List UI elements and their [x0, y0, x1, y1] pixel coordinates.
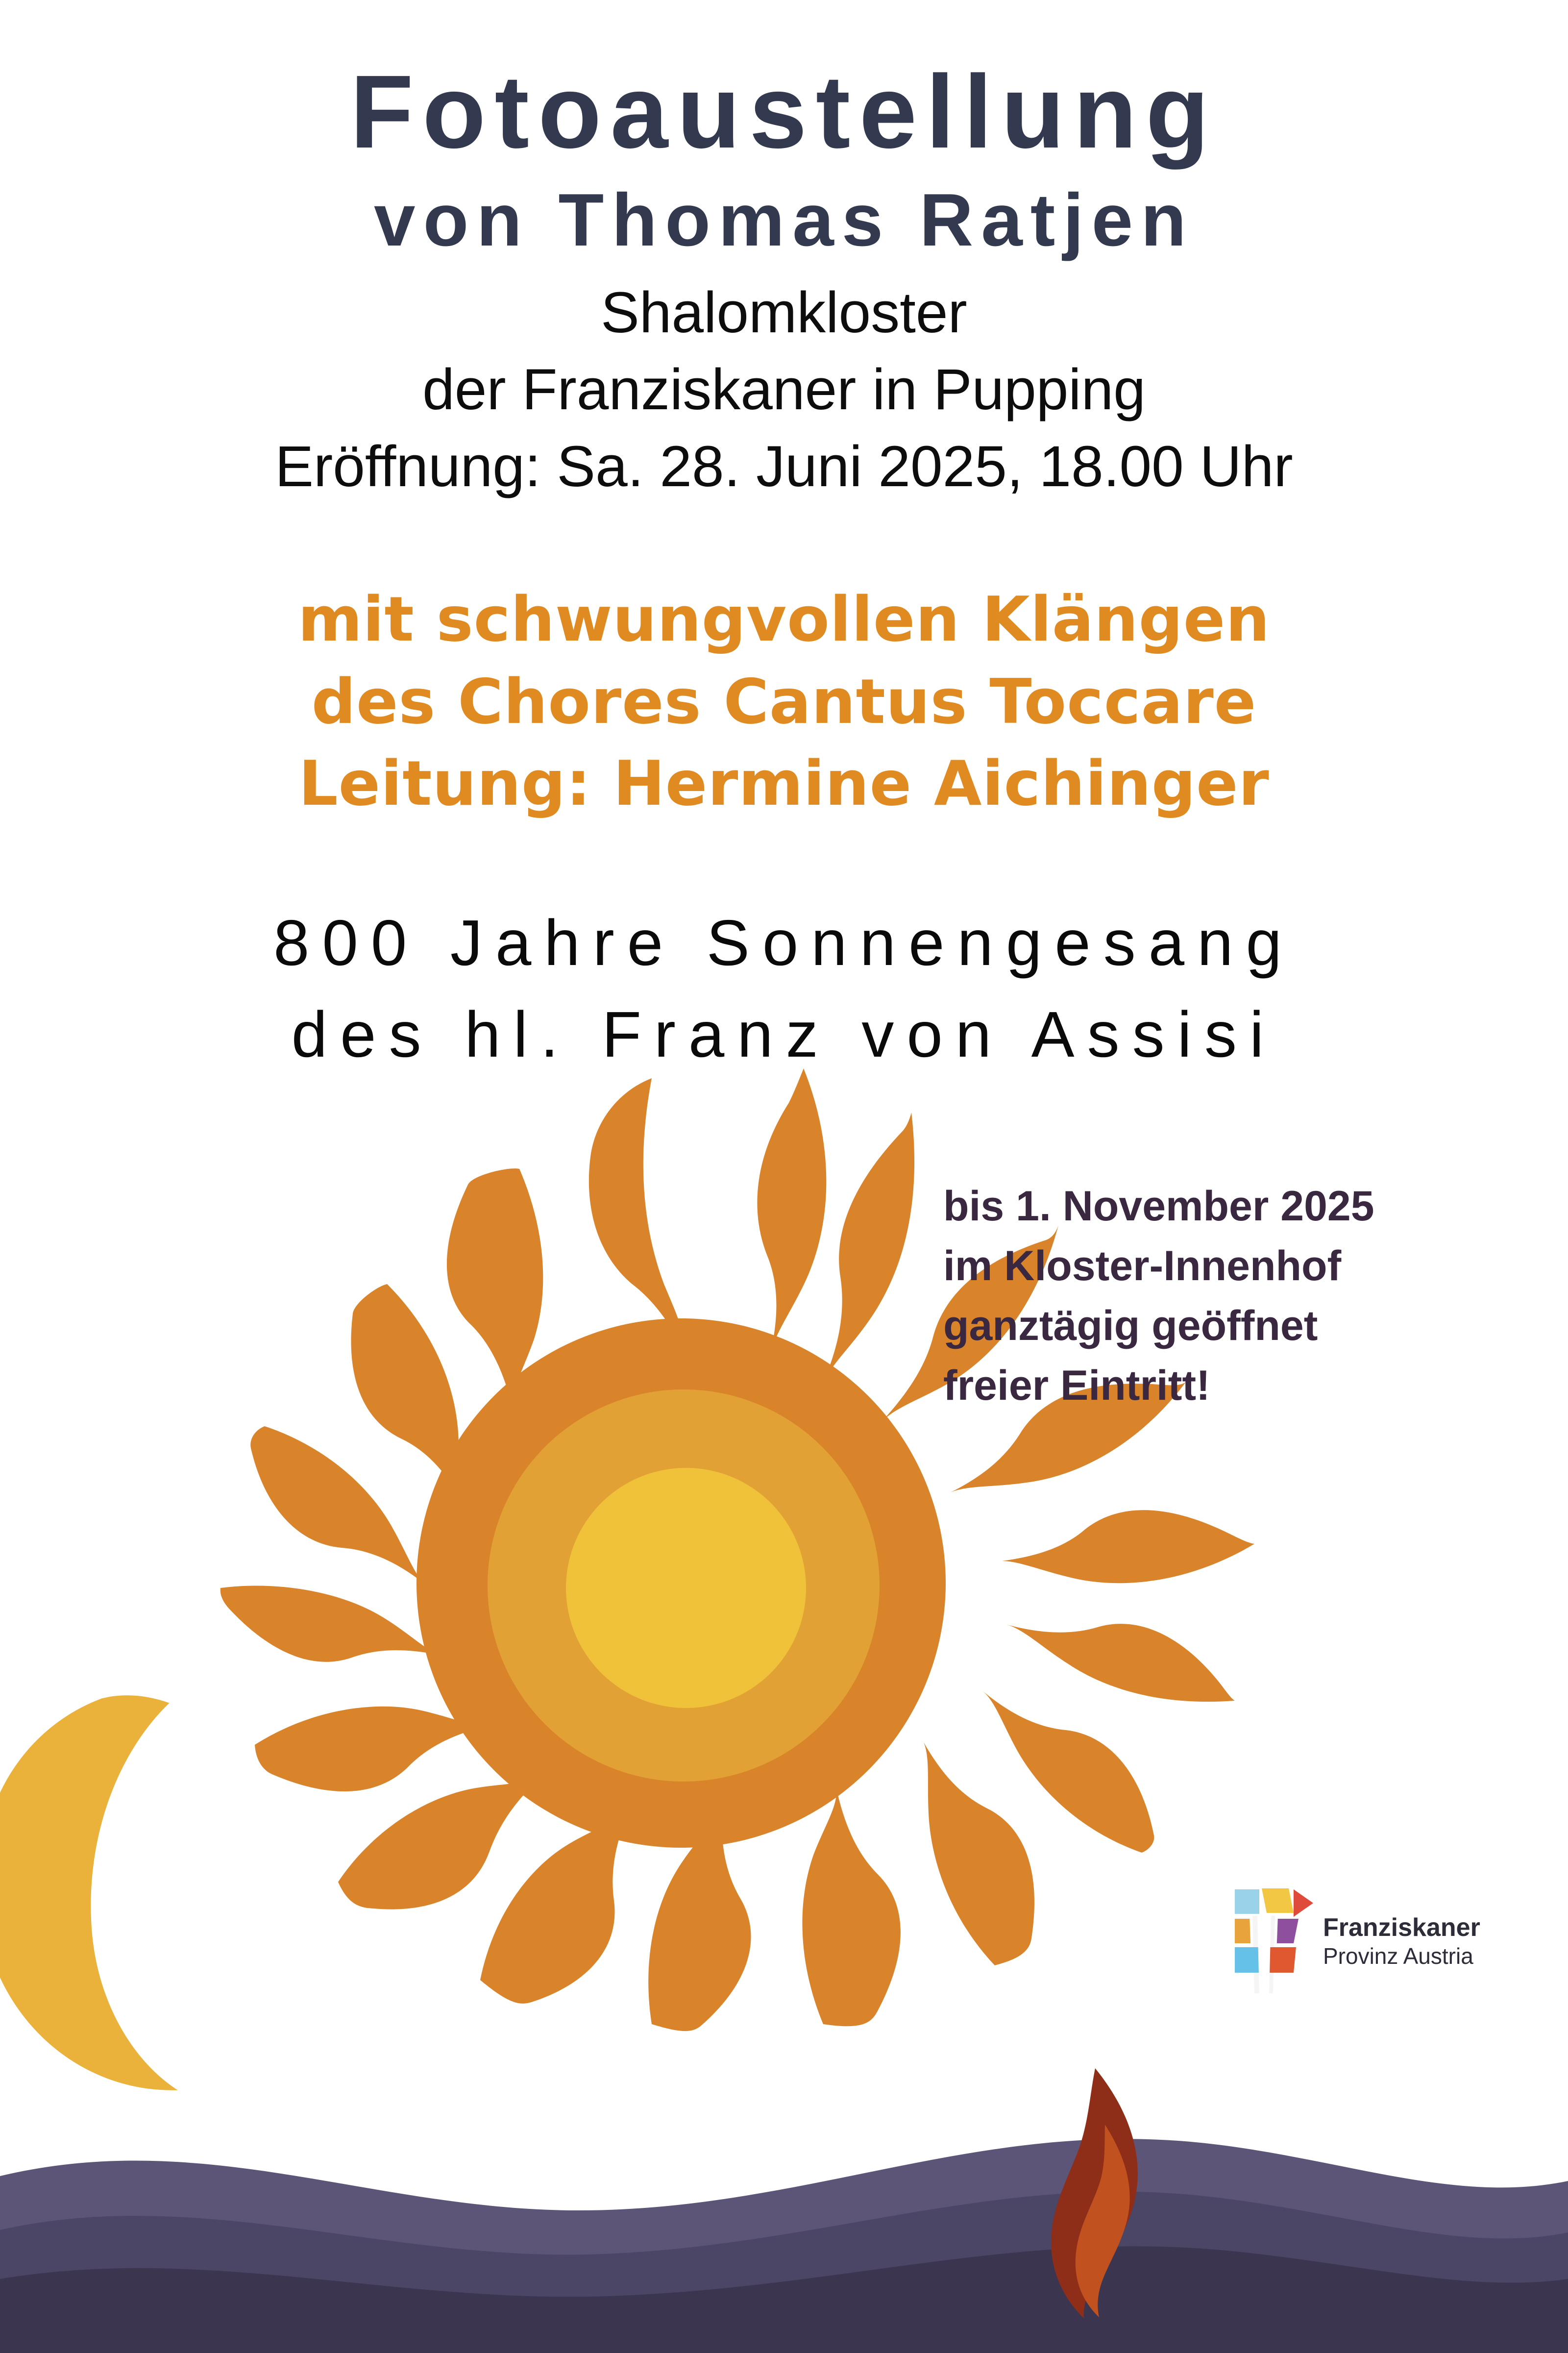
anniversary-block	[0, 897, 1568, 1081]
page-subtitle: von Thomas Ratjen	[374, 178, 1194, 262]
detail-line-4: freier Eintritt!	[943, 1362, 1210, 1410]
franziskaner-logo	[1220, 1884, 1494, 2012]
venue-line-1: Shalomkloster	[601, 280, 967, 345]
anniversary-line-1: 800 Jahre Sonnengesang	[273, 907, 1295, 979]
page-title: Fotoaustellung	[350, 53, 1218, 170]
choir-block	[0, 578, 1568, 825]
anniversary-line-2: des hl. Franz von Assisi	[291, 998, 1277, 1071]
logo-text-block	[1323, 1913, 1480, 1970]
venue-info-block	[0, 274, 1568, 505]
exhibition-details-block	[943, 1176, 1521, 1415]
choir-line-1: mit schwungvollen Klängen	[298, 583, 1270, 655]
choir-line-3: Leitung: Hermine Aichinger	[298, 747, 1270, 820]
detail-line-3: ganztägig geöffnet	[943, 1302, 1318, 1350]
tau-cross-logo-icon	[1220, 1884, 1318, 1997]
venue-line-2: der Franziskaner in Pupping	[422, 357, 1146, 422]
opening-line: Eröffnung: Sa. 28. Juni 2025, 18.00 Uhr	[275, 434, 1293, 499]
detail-line-2: im Kloster-Innenhof	[943, 1242, 1342, 1290]
detail-line-1: bis 1. November 2025	[943, 1183, 1374, 1230]
moon-icon	[0, 1695, 178, 2090]
headline-block	[0, 53, 1568, 262]
choir-line-2: des Chores Cantus Toccare	[311, 665, 1257, 738]
logo-name: Franziskaner	[1323, 1913, 1480, 1942]
sun-core-icon	[566, 1468, 806, 1708]
logo-province: Provinz Austria	[1323, 1943, 1473, 1969]
